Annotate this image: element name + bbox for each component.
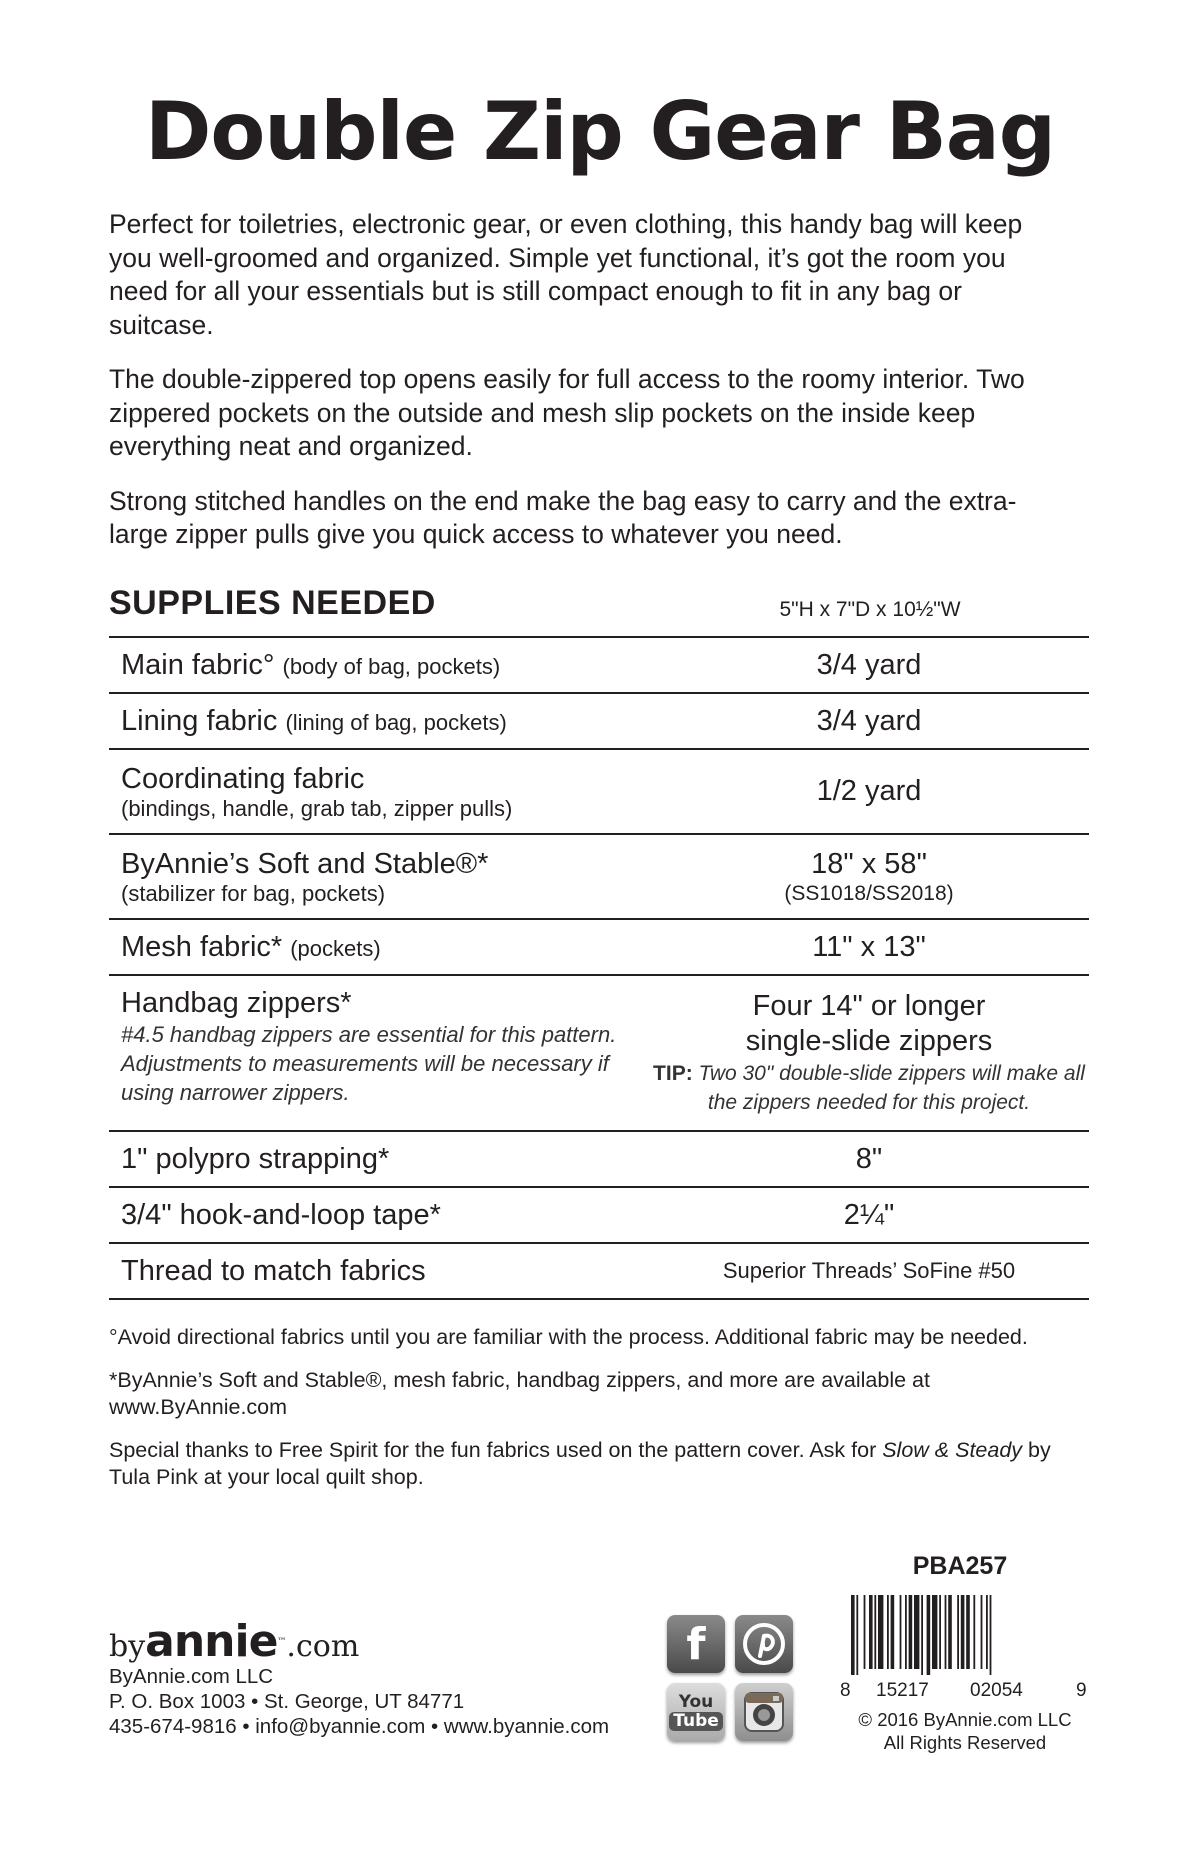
supply-tip [653, 1059, 1085, 1117]
supply-note: (lining of bag, pockets) [285, 710, 507, 735]
supply-row-hook-and-loop-tape [109, 1188, 1089, 1244]
instagram-icon[interactable] [735, 1683, 793, 1741]
supply-quantity: 2¼" [843, 1198, 895, 1231]
directional-fabric-note: °Avoid directional fabrics until you are familiar with the process. Additional fabric may be needed. [109, 1325, 1028, 1349]
supply-name: Coordinating fabric [121, 762, 365, 795]
barcode-bar [932, 1595, 937, 1669]
supply-name: Handbag zippers* [121, 987, 352, 1019]
youtube-icon[interactable]: You Tube [667, 1683, 725, 1741]
tip-label: TIP: [653, 1062, 693, 1085]
barcode-bar [927, 1595, 931, 1675]
barcode-bar [864, 1595, 866, 1669]
barcode-bar [921, 1595, 923, 1675]
supply-quantity: Four 14" or longer single-slide zippers [745, 990, 993, 1057]
barcode-bar [874, 1595, 876, 1669]
pinterest-icon[interactable] [735, 1615, 793, 1673]
supply-quantity: 18" x 58" [811, 848, 927, 880]
supply-row-coordinating-fabric [109, 750, 1089, 835]
supply-row-lining-fabric [109, 694, 1089, 750]
barcode-bar [939, 1595, 941, 1669]
supply-row-polypro-strapping [109, 1132, 1089, 1188]
supply-name: Lining fabric [121, 705, 278, 737]
tip-text: Two 30" double-slide zippers will make all the zippers needed for this project. [698, 1062, 1085, 1114]
supply-name: Main fabric° [121, 649, 275, 681]
supply-quantity: Superior Threads’ SoFine #50 [722, 1258, 1016, 1283]
rights-line: All Rights Reserved [883, 1732, 1047, 1753]
fabric-line-name: Slow & Steady [882, 1438, 1023, 1462]
social-icons [667, 1615, 797, 1743]
barcode-bar [981, 1595, 983, 1669]
barcode-bar [973, 1595, 975, 1669]
supply-quantity: 3/4 yard [816, 704, 922, 737]
barcode-bar [990, 1595, 992, 1675]
supply-row-thread [109, 1244, 1089, 1300]
barcode-bar [887, 1595, 889, 1669]
supplies-heading: SUPPLIES NEEDED [109, 584, 436, 622]
barcode-bar [869, 1595, 873, 1669]
supply-row-handbag-zippers [109, 976, 1089, 1132]
supply-quantity: 11" x 13" [812, 930, 926, 963]
copyright-line: © 2016 ByAnnie.com LLC [858, 1709, 1072, 1730]
supply-name: ByAnnie’s Soft and Stable®* [121, 847, 489, 880]
barcode-bar [851, 1595, 855, 1675]
byannie-logo: byannie™.com [109, 1616, 360, 1667]
barcode-bar [878, 1595, 883, 1669]
barcode-digit: 02054 [970, 1680, 1023, 1701]
supply-note: #4.5 handbag zippers are essential for this pattern. Adjustments to measurements will be necessary if using narrower zippers. [121, 1022, 617, 1105]
supply-note: (stabilizer for bag, pockets) [121, 880, 386, 906]
barcode-bar [966, 1595, 970, 1669]
availability-note: *ByAnnie’s Soft and Stable®, mesh fabric, handbag zippers, and more are available at www.ByAnnie.com [109, 1368, 930, 1419]
barcode [849, 1595, 1074, 1675]
supply-note: (body of bag, pockets) [282, 654, 501, 679]
supply-note: (bindings, handle, grab tab, zipper pulls) [121, 795, 513, 821]
supply-name: 1" polypro strapping* [121, 1143, 390, 1175]
intro-paragraph: The double-zippered top opens easily for full access to the roomy interior. Two zippered pockets on the outside and mesh slip pockets on the inside keep everything neat and organized. [109, 364, 1025, 461]
page-title: Double Zip Gear Bag [144, 85, 1056, 178]
supply-name: Mesh fabric* [121, 931, 283, 963]
barcode-bar [914, 1595, 919, 1669]
intro-text [109, 208, 1069, 573]
intro-paragraph: Perfect for toiletries, electronic gear, or even clothing, this handy bag will keep you well-groomed and organized. Simple yet functional, it’s got the room you need for all your essentials but is still compact enough to fit in any bag or suitcase. [109, 209, 1023, 340]
barcode-bar [945, 1595, 947, 1669]
barcode-digit: 15217 [876, 1680, 929, 1701]
barcode-bar [856, 1595, 858, 1675]
supply-row-soft-and-stable [109, 835, 1089, 920]
barcode-bar [891, 1595, 895, 1669]
intro-paragraph: Strong stitched handles on the end make the bag easy to carry and the extra-large zipper pulls give you quick access to whatever you need. [109, 485, 1017, 549]
supply-row-mesh-fabric [109, 920, 1089, 976]
company-contact: 435-674-9816 • info@byannie.com • www.byannie.com [109, 1715, 610, 1738]
supply-quantity: 3/4 yard [816, 648, 922, 681]
supply-row-main-fabric [109, 638, 1089, 694]
bag-dimensions: 5"H x 7"D x 10½"W [779, 598, 961, 621]
supplies-table [109, 636, 1089, 1300]
footnotes [109, 1324, 1069, 1507]
barcode-digit: 8 [840, 1680, 851, 1701]
supply-quantity: 8" [855, 1142, 883, 1175]
barcode-bar [957, 1595, 959, 1669]
product-code: PBA257 [912, 1552, 1008, 1580]
supply-name: Thread to match fabrics [121, 1255, 426, 1287]
barcode-bar [986, 1595, 988, 1669]
supply-note: (pockets) [290, 936, 381, 961]
company-address: P. O. Box 1003 • St. George, UT 84771 [109, 1690, 465, 1713]
supply-name: 3/4" hook-and-loop tape* [121, 1199, 441, 1231]
supply-quantity-code: (SS1018/SS2018) [784, 882, 954, 905]
supply-quantity: 1/2 yard [816, 775, 922, 807]
copyright [840, 1708, 1090, 1754]
barcode-bar [905, 1595, 907, 1669]
company-info [109, 1664, 609, 1739]
thanks-note: Special thanks to Free Spirit for the fun fabrics used on the pattern cover. Ask for Slow & Steady by Tula Pink at your local quilt shop. [109, 1438, 1051, 1489]
company-name: ByAnnie.com LLC [109, 1665, 274, 1688]
barcode-bar [948, 1595, 952, 1669]
barcode-bar [900, 1595, 902, 1669]
barcode-digit: 9 [1076, 1680, 1087, 1701]
facebook-icon[interactable]: f [667, 1615, 725, 1673]
barcode-bar [909, 1595, 913, 1669]
barcode-bar [961, 1595, 965, 1669]
